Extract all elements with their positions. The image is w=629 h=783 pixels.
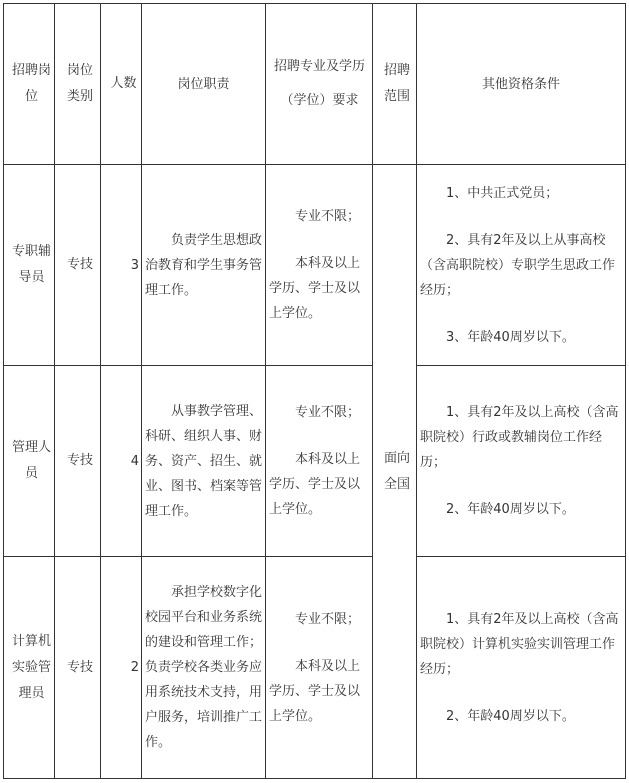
header-duties: 岗位职责 xyxy=(142,4,266,165)
header-category: 岗位类别 xyxy=(55,4,101,165)
header-other: 其他资格条件 xyxy=(417,4,626,165)
category-cell: 专技 xyxy=(55,165,101,366)
table-row xyxy=(4,557,626,779)
count-cell: 3 xyxy=(101,165,142,366)
header-major: 招聘专业及学历（学位）要求 xyxy=(266,4,373,165)
table-row xyxy=(4,165,626,366)
position-cell: 计算机实验管理员 xyxy=(4,557,55,779)
recruitment-table xyxy=(3,3,626,779)
major-cell: 专业不限； 本科及以上学历、学士及以上学位。 xyxy=(266,557,373,779)
count-cell: 2 xyxy=(101,557,142,779)
table-row xyxy=(4,365,626,556)
conditions-cell: 1、具有2年及以上高校（含高职院校）行政或教辅岗位工作经历； 2、年龄40周岁以下。 xyxy=(417,365,626,556)
scope-cell: 面向全国 xyxy=(373,165,417,779)
major-cell: 专业不限； 本科及以上学历、学士及以上学位。 xyxy=(266,165,373,366)
header-scope: 招聘范围 xyxy=(373,4,417,165)
header-row xyxy=(4,4,626,165)
position-cell: 管理人员 xyxy=(4,365,55,556)
duties-cell: 从事教学管理、科研、组织人事、财务、资产、招生、就业、图书、档案等管理工作。 xyxy=(142,365,266,556)
count-cell: 4 xyxy=(101,365,142,556)
major-cell: 专业不限； 本科及以上学历、学士及以上学位。 xyxy=(266,365,373,556)
duties-cell: 负责学生思想政治教育和学生事务管理工作。 xyxy=(142,165,266,366)
header-count: 人数 xyxy=(101,4,142,165)
header-position: 招聘岗位 xyxy=(4,4,55,165)
position-cell: 专职辅导员 xyxy=(4,165,55,366)
category-cell: 专技 xyxy=(55,557,101,779)
conditions-cell: 1、具有2年及以上高校（含高职院校）计算机实验实训管理工作经历； 2、年龄40周岁以下。 xyxy=(417,557,626,779)
category-cell: 专技 xyxy=(55,365,101,556)
duties-cell: 承担学校数字化校园平台和业务系统的建设和管理工作；负责学校各类业务应用系统技术支持，用户服务，培训推广工作。 xyxy=(142,557,266,779)
conditions-cell: 1、中共正式党员； 2、具有2年及以上从事高校（含高职院校）专职学生思政工作经历； 3、年龄40周岁以下。 xyxy=(417,165,626,366)
